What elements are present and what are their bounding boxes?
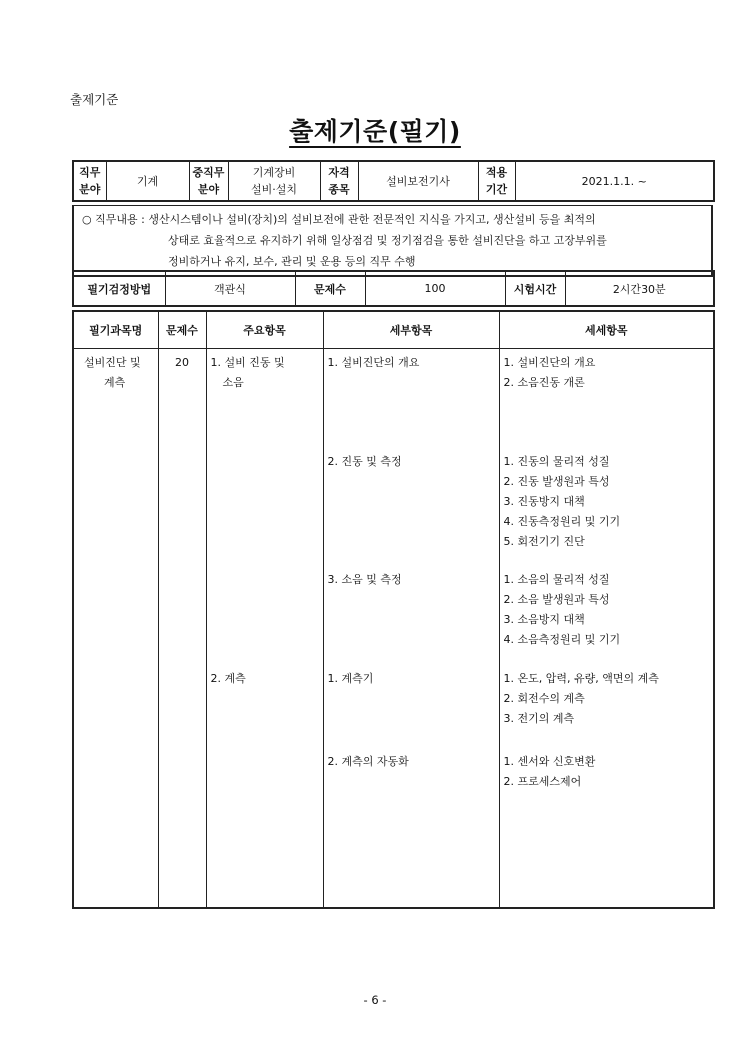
qualification-label: 자격 종목 <box>320 161 358 201</box>
count-cell <box>158 349 206 909</box>
detail-item: 1. 설비진단의 개요 <box>503 356 596 369</box>
detail-item: 5. 회전기기 진단 <box>503 535 585 548</box>
criteria-table <box>72 310 715 909</box>
main-item: 1. 설비 진동 및 <box>210 356 285 369</box>
description-line-1: 생산시스템이나 설비(장치)의 설비보전에 관한 전문적인 지식을 가지고, 생산설비 등을 최적의 <box>148 213 596 226</box>
detail-item: 2. 진동 발생원과 특성 <box>503 475 610 488</box>
detail-item: 2. 회전수의 계측 <box>503 692 585 705</box>
detail-item: 1. 소음의 물리적 성질 <box>503 573 610 586</box>
sub-item: 2. 계측의 자동화 <box>327 755 409 768</box>
main-item-continued: 소음 <box>222 376 244 389</box>
column-header-sub-item: 세부항목 <box>323 311 499 349</box>
exam-method-value: 객관식 <box>165 271 295 306</box>
detail-item: 1. 진동의 물리적 성질 <box>503 455 610 468</box>
exam-info-table <box>72 270 715 307</box>
detail-item: 4. 진동측정원리 및 기기 <box>503 515 621 528</box>
detail-item: 3. 진동방지 대책 <box>503 495 585 508</box>
exam-time-label: 시험시간 <box>505 271 565 306</box>
sub-item: 1. 계측기 <box>327 672 374 685</box>
question-count-value: 100 <box>365 271 505 306</box>
duty-label: 직무 분야 <box>73 161 106 201</box>
subject-line: 계측 <box>104 376 126 389</box>
column-header-subject: 필기과목명 <box>73 311 158 349</box>
qualification-value: 설비보전기사 <box>358 161 478 201</box>
detail-item: 2. 소음 발생원과 특성 <box>503 593 610 606</box>
small-title: 출제기준 <box>70 92 119 107</box>
subject-line: 설비진단 및 <box>84 356 141 369</box>
sub-item: 1. 설비진단의 개요 <box>327 356 420 369</box>
page-number: - 6 - <box>363 993 387 1007</box>
sub-item: 3. 소음 및 측정 <box>327 573 402 586</box>
detail-item: 2. 소음진동 개론 <box>503 376 585 389</box>
question-count-label: 문제수 <box>295 271 365 306</box>
page-title <box>0 112 750 148</box>
column-header-count: 문제수 <box>158 311 206 349</box>
detail-item: 1. 센서와 신호변환 <box>503 755 596 768</box>
sub-item: 2. 진동 및 측정 <box>327 455 402 468</box>
duty-value: 기계 <box>106 161 189 201</box>
column-header-main-item: 주요항목 <box>206 311 323 349</box>
detail-item: 2. 프로세스제어 <box>503 775 582 788</box>
detail-item-cell <box>499 349 714 909</box>
sub-duty-value: 기계장비 설비·설치 <box>228 161 320 201</box>
description-label: ○ 직무내용 : <box>82 213 145 226</box>
page-title-text: 출제기준(필기) <box>289 117 461 146</box>
description-line-2: 상태로 효율적으로 유지하기 위해 일상점검 및 정기점검을 통한 설비진단을 하고 고장부위를 <box>168 234 607 247</box>
period-value: 2021.1.1. ~ <box>515 161 714 201</box>
column-header-detail-item: 세세항목 <box>499 311 714 349</box>
sub-item-cell <box>323 349 499 909</box>
detail-item: 4. 소음측정원리 및 기기 <box>503 633 621 646</box>
period-label: 적용 기간 <box>478 161 515 201</box>
subject-cell <box>73 349 158 909</box>
description-line-3: 정비하거나 유지, 보수, 관리 및 운용 등의 직무 수행 <box>168 255 416 268</box>
job-description <box>73 206 712 277</box>
sub-duty-label: 중직무 분야 <box>189 161 228 201</box>
header-table <box>72 160 715 202</box>
description-table <box>72 205 713 277</box>
detail-item: 3. 소음방지 대책 <box>503 613 585 626</box>
exam-method-label: 필기검정방법 <box>73 271 165 306</box>
detail-item: 1. 온도, 압력, 유량, 액면의 계측 <box>503 672 659 685</box>
main-item: 2. 계측 <box>210 672 246 685</box>
main-item-cell <box>206 349 323 909</box>
exam-time-value: 2시간30분 <box>565 271 714 306</box>
question-count: 20 <box>175 356 189 369</box>
detail-item: 3. 전기의 계측 <box>503 712 575 725</box>
